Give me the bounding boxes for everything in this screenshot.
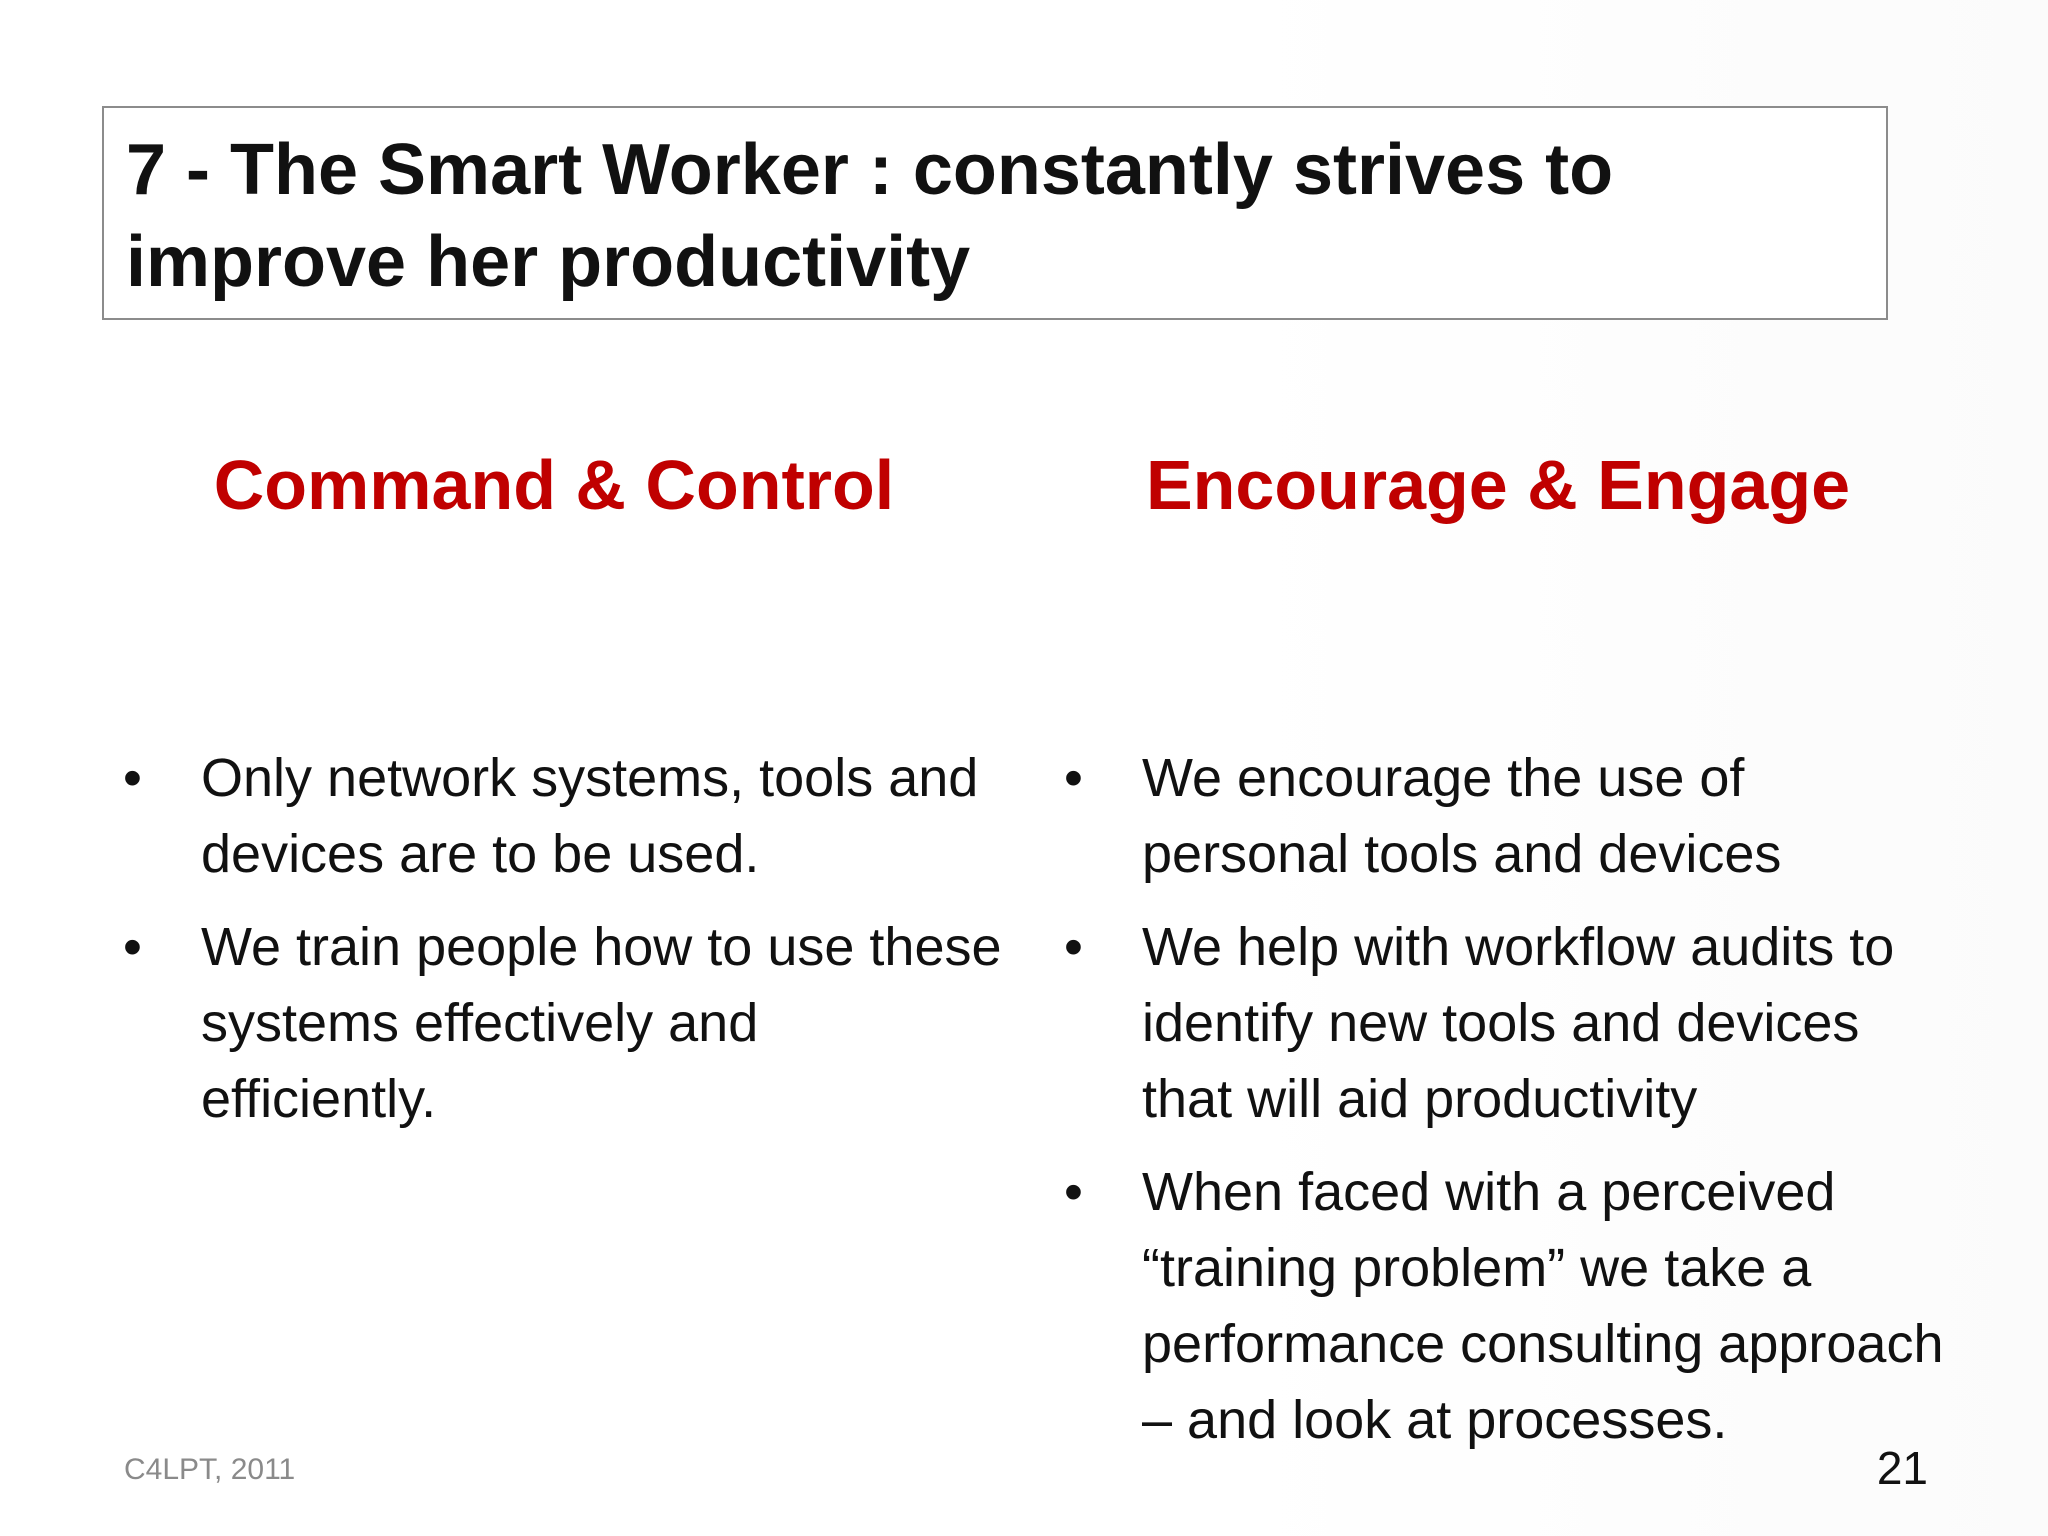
bullet-item (105, 740, 1005, 892)
bullet-text: We train people how to use these systems effectively and efficiently. (201, 917, 1002, 1129)
bullet-text: We encourage the use of personal tools and devices (1142, 748, 1782, 884)
bullet-text: When faced with a perceived “training problem” we take a performance consulting approach – and look at processes. (1142, 1162, 1944, 1450)
right-column (1046, 440, 1946, 1475)
bullet-item (105, 909, 1005, 1137)
bullet-marker: • (1064, 748, 1083, 808)
bullet-item (1046, 740, 1946, 892)
bullet-marker: • (123, 917, 142, 977)
bullet-item (1046, 1154, 1946, 1458)
left-bullet-list (105, 740, 1005, 1137)
left-column-heading: Command & Control (213, 446, 895, 524)
page-number: 21 (1876, 1442, 1928, 1494)
title-box (102, 106, 1888, 320)
bullet-text: We help with workflow audits to identify new tools and devices that will aid productivity (1142, 917, 1895, 1129)
bullet-marker: • (1064, 917, 1083, 977)
slide-title: 7 - The Smart Worker : constantly strives to improve her productivity (126, 130, 1614, 302)
bullet-marker: • (123, 748, 142, 808)
bullet-marker: • (1064, 1162, 1083, 1222)
footer-credit: C4LPT, 2011 (124, 1453, 296, 1486)
left-column (105, 440, 1005, 1154)
bullet-text: Only network systems, tools and devices are to be used. (201, 748, 979, 884)
right-bullet-list (1046, 740, 1946, 1458)
bullet-item (1046, 909, 1946, 1137)
right-column-heading: Encourage & Engage (1145, 446, 1851, 524)
